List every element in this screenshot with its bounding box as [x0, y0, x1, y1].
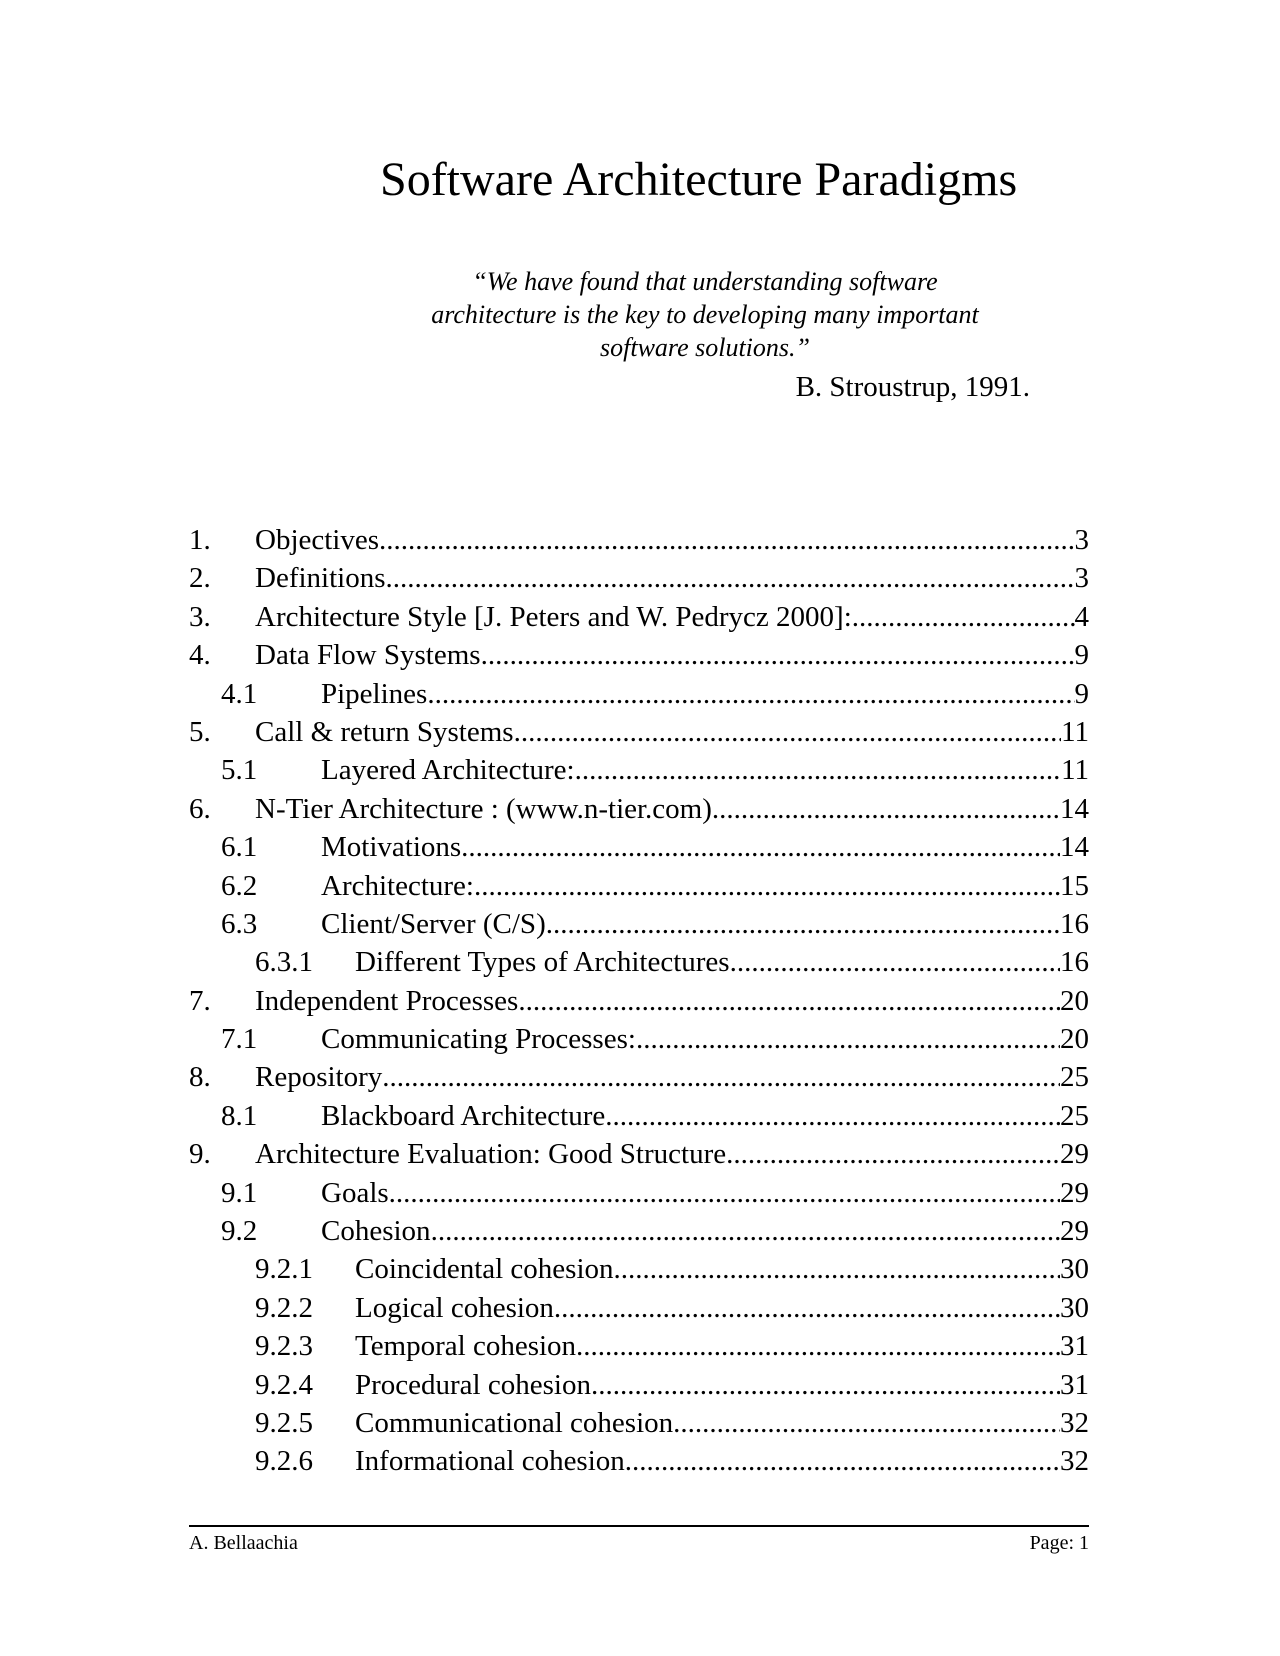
toc-entry-number: 1. — [189, 524, 211, 556]
toc-entry[interactable] — [189, 982, 1089, 1020]
toc-entry-title: Objectives — [255, 524, 380, 556]
toc-dot-leader — [481, 636, 1075, 674]
toc-entry-title: Motivations — [321, 831, 462, 864]
toc-entry-title: Coincidental cohesion — [355, 1253, 614, 1286]
toc-entry[interactable] — [189, 828, 1089, 866]
toc-dot-leader — [431, 1212, 1060, 1250]
toc-dot-leader — [625, 1442, 1060, 1480]
toc-dot-leader — [636, 1020, 1060, 1058]
toc-dot-leader — [386, 559, 1075, 597]
toc-entry[interactable] — [189, 1366, 1089, 1404]
toc-entry-number: 7.1 — [221, 1023, 258, 1056]
toc-entry-title: N-Tier Architecture : (www.n-tier.com) — [255, 792, 712, 825]
toc-dot-leader — [852, 598, 1075, 636]
toc-entry-title: Architecture: — [321, 869, 474, 902]
toc-entry-number: 9.2.6 — [255, 1445, 313, 1478]
toc-entry-title: Communicational cohesion — [355, 1406, 674, 1439]
toc-entry-number: 8.1 — [221, 1099, 258, 1132]
toc-entry-title: Layered Architecture: — [321, 754, 575, 787]
toc-entry-page: 32 — [1060, 1406, 1089, 1439]
table-of-contents — [189, 521, 1089, 1481]
toc-entry-page: 11 — [1061, 754, 1089, 787]
toc-dot-leader — [614, 1250, 1060, 1288]
toc-entry-title: Data Flow Systems — [255, 639, 481, 672]
toc-dot-leader — [427, 675, 1074, 713]
toc-entry-number: 6.2 — [221, 869, 258, 902]
toc-entry-number: 9.2.2 — [255, 1291, 313, 1324]
toc-entry-number: 9.1 — [221, 1176, 258, 1209]
toc-entry-number: 3. — [189, 600, 211, 633]
footer-author: A. Bellaachia — [189, 1532, 298, 1554]
toc-entry-number: 6.1 — [221, 831, 258, 864]
toc-dot-leader — [461, 828, 1060, 866]
quote-attribution: B. Stroustrup, 1991. — [795, 371, 1030, 403]
toc-entry-title: Client/Server (C/S) — [321, 907, 546, 940]
toc-entry[interactable] — [189, 1289, 1089, 1327]
footer-page-number: Page: 1 — [1029, 1532, 1089, 1554]
toc-entry-title: Procedural cohesion — [355, 1368, 591, 1401]
quote-line: “We have found that understanding software — [472, 267, 938, 296]
toc-entry-page: 30 — [1060, 1253, 1089, 1286]
toc-entry-page: 16 — [1060, 907, 1089, 940]
toc-entry[interactable] — [189, 636, 1089, 674]
toc-entry-title: Independent Processes — [255, 984, 519, 1017]
toc-entry-page: 11 — [1061, 715, 1089, 748]
toc-entry-page: 20 — [1060, 984, 1089, 1017]
toc-entry[interactable] — [189, 1058, 1089, 1096]
toc-entry[interactable] — [189, 1212, 1089, 1250]
toc-entry-page: 20 — [1060, 1023, 1089, 1056]
toc-entry-number: 5.1 — [221, 754, 258, 787]
toc-dot-leader — [726, 1135, 1060, 1173]
toc-entry[interactable] — [189, 675, 1089, 713]
toc-dot-leader — [673, 1404, 1060, 1442]
toc-entry[interactable] — [189, 943, 1089, 981]
toc-entry-title: Blackboard Architecture — [321, 1099, 606, 1132]
toc-entry-number: 9.2 — [221, 1215, 258, 1248]
toc-entry[interactable] — [189, 1097, 1089, 1135]
toc-dot-leader — [389, 1174, 1060, 1212]
toc-entry-page: 29 — [1060, 1138, 1089, 1171]
toc-entry-page: 4 — [1074, 600, 1089, 633]
toc-entry-title: Logical cohesion — [355, 1291, 554, 1324]
quote-line: software solutions.” — [600, 333, 810, 362]
toc-entry[interactable] — [189, 559, 1089, 597]
document-title: Software Architecture Paradigms — [380, 153, 1018, 206]
toc-entry-number: 4.1 — [221, 677, 258, 710]
toc-entry-title: Architecture Style [J. Peters and W. Pedrycz 2000]: — [255, 600, 852, 633]
toc-entry[interactable] — [189, 1135, 1089, 1173]
toc-entry-page: 14 — [1060, 792, 1089, 825]
toc-entry-page: 16 — [1060, 946, 1089, 979]
toc-entry[interactable] — [189, 905, 1089, 943]
footer-divider — [189, 1525, 1089, 1527]
toc-entry[interactable] — [189, 867, 1089, 905]
toc-entry-title: Definitions — [255, 562, 386, 595]
toc-entry[interactable] — [189, 1442, 1089, 1480]
toc-entry-page: 31 — [1060, 1368, 1089, 1401]
toc-entry-number: 9.2.5 — [255, 1406, 313, 1439]
toc-entry-number: 2. — [189, 562, 211, 595]
toc-entry[interactable] — [189, 1404, 1089, 1442]
toc-dot-leader — [591, 1366, 1060, 1404]
toc-dot-leader — [575, 751, 1061, 789]
toc-entry-page: 31 — [1060, 1330, 1089, 1363]
toc-entry-number: 9.2.3 — [255, 1330, 313, 1363]
toc-dot-leader — [730, 943, 1060, 981]
toc-entry-page: 30 — [1060, 1291, 1089, 1324]
toc-dot-leader — [474, 867, 1060, 905]
toc-entry-title: Different Types of Architectures — [355, 946, 730, 979]
toc-entry-title: Repository — [255, 1061, 383, 1094]
toc-entry-number: 4. — [189, 639, 211, 672]
toc-entry-number: 9.2.1 — [255, 1253, 313, 1286]
toc-entry-number: 9. — [189, 1138, 211, 1171]
epigraph-quote — [380, 265, 1030, 364]
toc-entry-page: 9 — [1074, 677, 1089, 710]
toc-dot-leader — [554, 1289, 1060, 1327]
toc-dot-leader — [712, 790, 1060, 828]
toc-dot-leader — [576, 1327, 1060, 1365]
toc-entry-page: 29 — [1060, 1215, 1089, 1248]
toc-entry-number: 6. — [189, 792, 211, 825]
toc-entry-title: Pipelines — [321, 677, 428, 710]
toc-entry-title: Cohesion — [321, 1215, 431, 1248]
toc-entry-number: 7. — [189, 984, 211, 1017]
toc-entry-page: 25 — [1060, 1061, 1089, 1094]
toc-entry-title: Informational cohesion — [355, 1445, 625, 1478]
toc-entry-title: Temporal cohesion — [355, 1330, 577, 1363]
toc-entry[interactable] — [189, 598, 1089, 636]
toc-entry-page: 3 — [1074, 562, 1089, 595]
toc-entry[interactable] — [189, 1020, 1089, 1058]
toc-entry-number: 8. — [189, 1061, 211, 1094]
toc-entry[interactable] — [189, 790, 1089, 828]
toc-entry-number: 9.2.4 — [255, 1368, 313, 1401]
toc-entry-page: 9 — [1074, 639, 1089, 672]
toc-entry[interactable] — [189, 521, 1089, 559]
toc-entry-number: 6.3.1 — [255, 946, 313, 979]
toc-dot-leader — [546, 905, 1060, 943]
toc-entry-title: Communicating Processes: — [321, 1023, 636, 1056]
toc-entry-page: 15 — [1060, 869, 1089, 902]
toc-dot-leader — [382, 1058, 1060, 1096]
quote-line: architecture is the key to developing many important — [431, 300, 979, 329]
toc-entry-page: 3 — [1074, 524, 1089, 556]
toc-dot-leader — [379, 521, 1074, 559]
toc-entry-page: 25 — [1060, 1099, 1089, 1132]
toc-entry-title: Goals — [321, 1176, 389, 1209]
toc-entry-number: 5. — [189, 715, 211, 748]
toc-entry[interactable] — [189, 713, 1089, 751]
toc-entry-page: 29 — [1060, 1176, 1089, 1209]
toc-entry[interactable] — [189, 1174, 1089, 1212]
toc-entry[interactable] — [189, 1327, 1089, 1365]
toc-dot-leader — [514, 713, 1061, 751]
toc-entry[interactable] — [189, 751, 1089, 789]
toc-entry-number: 6.3 — [221, 907, 258, 940]
toc-entry-page: 14 — [1060, 831, 1089, 864]
toc-dot-leader — [518, 982, 1060, 1020]
toc-entry[interactable] — [189, 1250, 1089, 1288]
toc-entry-title: Call & return Systems — [255, 715, 514, 748]
toc-dot-leader — [605, 1097, 1060, 1135]
toc-entry-page: 32 — [1060, 1445, 1089, 1478]
toc-entry-title: Architecture Evaluation: Good Structure — [255, 1138, 727, 1171]
